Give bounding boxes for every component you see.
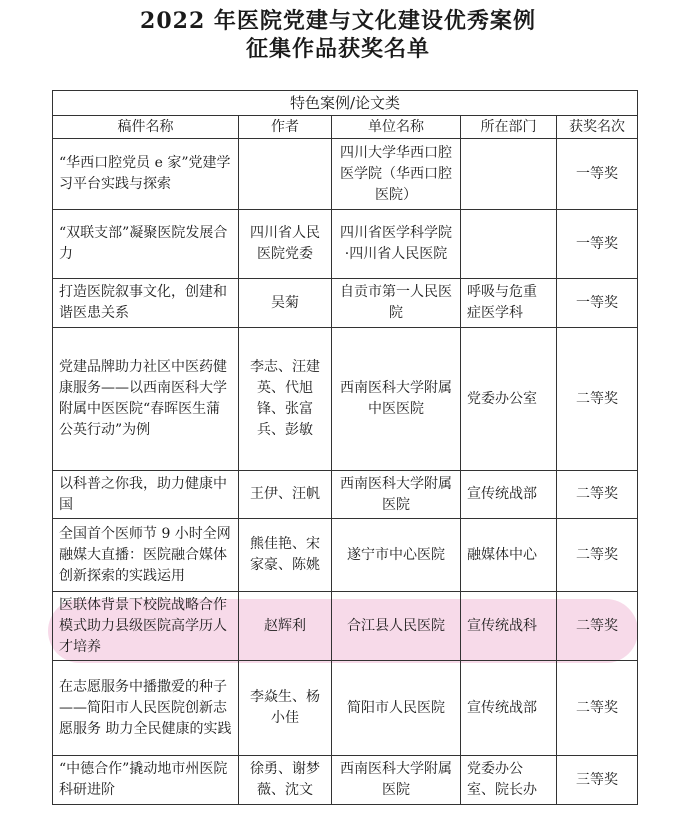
header-award: 获奖名次 [557, 116, 638, 139]
table-row [53, 328, 638, 471]
table-row [53, 756, 638, 805]
table-row-highlighted [53, 592, 638, 661]
table-header-row [53, 116, 638, 139]
cell-award: 二等奖 [557, 328, 638, 471]
document-subtitle: 征集作品获奖名单 [245, 36, 430, 62]
cell-title: “双联支部”凝聚医院发展合力 [53, 210, 239, 279]
cell-unit: 遂宁市中心医院 [332, 519, 461, 592]
cell-title: “华西口腔党员 e 家”党建学习平台实践与探索 [53, 139, 239, 210]
cell-unit: 西南医科大学附属医院 [332, 471, 461, 519]
cell-unit: 简阳市人民医院 [332, 661, 461, 756]
cell-unit: 西南医科大学附属医院 [332, 756, 461, 805]
table-row [53, 661, 638, 756]
header-author: 作者 [239, 116, 332, 139]
cell-author: 四川省人民医院党委 [239, 210, 332, 279]
cell-award: 二等奖 [557, 519, 638, 592]
cell-author: 熊佳艳、宋家豪、陈姚 [239, 519, 332, 592]
header-dept: 所在部门 [461, 116, 557, 139]
table-row [53, 519, 638, 592]
cell-author: 李志、汪建英、代旭锋、张富兵、彭敏 [239, 328, 332, 471]
cell-dept: 宣传统战部 [461, 661, 557, 756]
cell-unit: 四川省医学科学院·四川省人民医院 [332, 210, 461, 279]
cell-award: 二等奖 [557, 661, 638, 756]
cell-author: 徐勇、谢梦薇、沈文 [239, 756, 332, 805]
cell-dept [461, 139, 557, 210]
cell-title: 党建品牌助力社区中医药健康服务——以西南医科大学附属中医医院“春晖医生蒲公英行动”为例 [53, 328, 239, 471]
cell-title: 以科普之你我，助力健康中国 [53, 471, 239, 519]
cell-dept: 党委办公室、院长办 [461, 756, 557, 805]
cell-award: 三等奖 [557, 756, 638, 805]
document-title: 2022 年医院党建与文化建设优秀案例 [140, 8, 536, 34]
cell-dept: 融媒体中心 [461, 519, 557, 592]
cell-title: 全国首个医师节 9 小时全网融媒大直播：医院融合媒体创新探索的实践运用 [53, 519, 239, 592]
cell-unit: 四川大学华西口腔医学院（华西口腔医院） [332, 139, 461, 210]
cell-dept [461, 210, 557, 279]
awards-table [52, 90, 638, 805]
cell-award: 一等奖 [557, 139, 638, 210]
cell-award: 一等奖 [557, 210, 638, 279]
header-title: 稿件名称 [53, 116, 239, 139]
cell-award: 二等奖 [557, 471, 638, 519]
cell-dept: 宣传统战部 [461, 471, 557, 519]
cell-author: 李焱生、杨小佳 [239, 661, 332, 756]
table-row [53, 210, 638, 279]
cell-dept: 党委办公室 [461, 328, 557, 471]
cell-author [239, 139, 332, 210]
table-row [53, 139, 638, 210]
cell-dept: 宣传统战科 [461, 592, 557, 661]
cell-title: 医联体背景下校院战略合作模式助力县级医院高学历人才培养 [53, 592, 239, 661]
cell-award: 一等奖 [557, 279, 638, 328]
cell-author: 赵辉利 [239, 592, 332, 661]
cell-unit: 合江县人民医院 [332, 592, 461, 661]
cell-title: “中德合作”撬动地市州医院科研进阶 [53, 756, 239, 805]
cell-award: 二等奖 [557, 592, 638, 661]
cell-author: 王伊、汪帆 [239, 471, 332, 519]
cell-unit: 西南医科大学附属中医医院 [332, 328, 461, 471]
section-label: 特色案例/论文类 [53, 91, 638, 116]
cell-author: 吴菊 [239, 279, 332, 328]
table-row [53, 279, 638, 328]
table-row [53, 471, 638, 519]
cell-dept: 呼吸与危重症医学科 [461, 279, 557, 328]
cell-title: 打造医院叙事文化，创建和谐医患关系 [53, 279, 239, 328]
cell-title: 在志愿服务中播撒爱的种子——简阳市人民医院创新志愿服务 助力全民健康的实践 [53, 661, 239, 756]
header-unit: 单位名称 [332, 116, 461, 139]
cell-unit: 自贡市第一人民医院 [332, 279, 461, 328]
